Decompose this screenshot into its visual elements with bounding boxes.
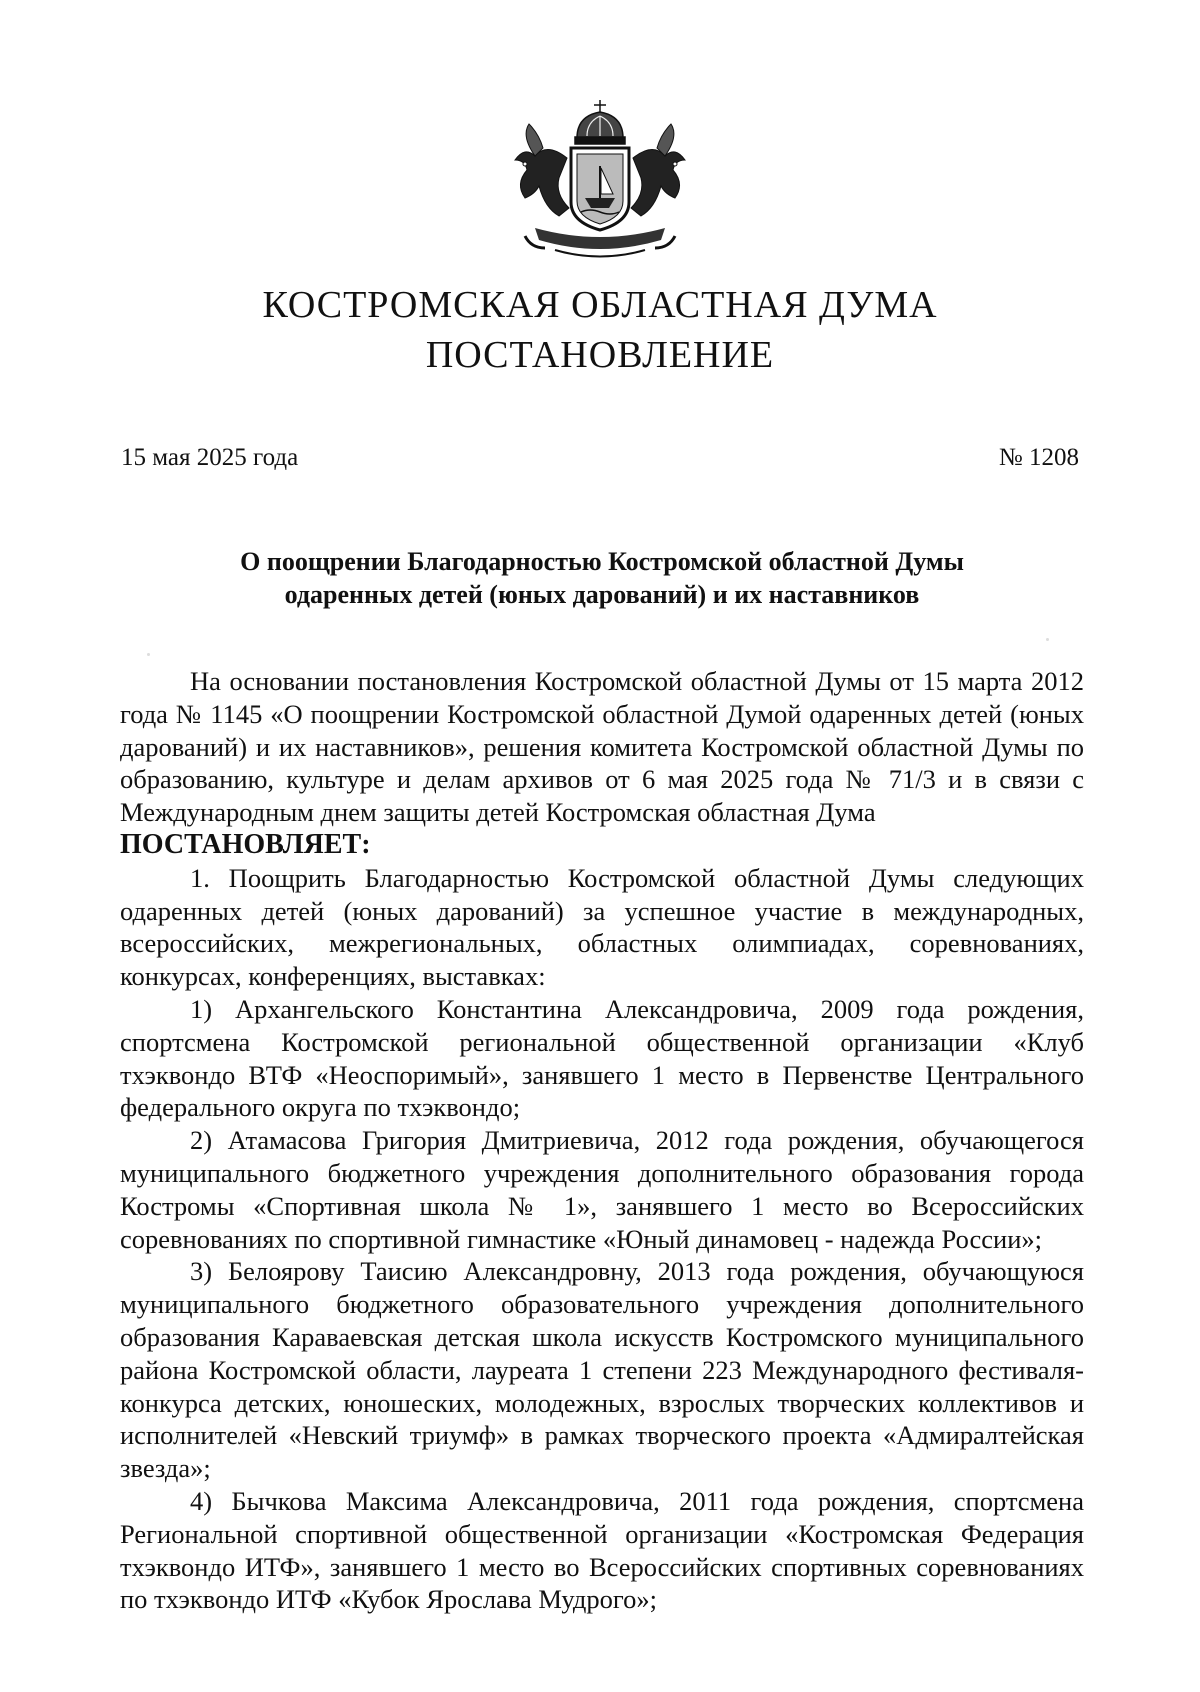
sub-item-4-paragraph: 4) Бычкова Максима Александровича, 2011 года рождения, спортсмена Региональной спортивной общественной организации «Костромская Федерация тхэквондо ИТФ», занявшего 1 место во Всероссийских спортивных соревнованиях по тхэквондо ИТФ «Кубок Ярослава Мудрого»; (120, 1485, 1084, 1615)
document-body (120, 665, 1084, 1616)
shield-icon (571, 148, 629, 230)
document-date: 15 мая 2025 года (121, 444, 299, 471)
crown-icon (575, 100, 625, 144)
base-ribbon-icon (525, 228, 675, 257)
preamble-paragraph: На основании постановления Костромской областной Думы от 15 марта 2012 года № 1145 «О поощрении Костромской областной Думой одаренных детей (юных дарований) и их наставников», решения комитета Костромской областной Думы по образованию, культуре и делам архивов от 6 мая 2025 года № 71/3 и в связи с Международным днем защиты детей Костромская областная Дума (120, 666, 1084, 828)
document-number: № 1208 (998, 444, 1079, 471)
title-line-1: О поощрении Благодарностью Костромской областной Думы (240, 547, 964, 576)
item-1-paragraph: 1. Поощрить Благодарностью Костромской областной Думы следующих одаренных детей (юных дарований) за успешное участие в международных, всероссийских, межрегиональных, областных олимпиадах, соревнованиях, конкурсах, конференциях, выставках: (120, 862, 1084, 992)
sub-item-1-paragraph: 1) Архангельского Константина Александровича, 2009 года рождения, спортсмена Костромской региональной общественной организации «Клуб тхэквондо ВТФ «Неоспоримый», занявшего 1 место в Первенстве Центрального федерального округа по тхэквондо; (120, 993, 1084, 1123)
left-supporter-icon (515, 124, 569, 216)
title-line-2: одаренных детей (юных дарований) и их наставников (284, 580, 920, 609)
organization-heading: КОСТРОМСКАЯ ОБЛАСТНАЯ ДУМА (262, 284, 938, 326)
right-supporter-icon (631, 124, 685, 216)
coat-of-arms-emblem (495, 98, 705, 263)
decree-word: ПОСТАНОВЛЯЕТ: (120, 828, 371, 860)
sub-item-2-paragraph: 2) Атамасова Григория Дмитриевича, 2012 года рождения, обучающегося муниципального бюджетного учреждения дополнительного образования города Костромы «Спортивная школа № 1», занявшего 1 место во Всероссийских соревнованиях по спортивной гимнастике «Юный динамовец - надежда России»; (120, 1125, 1084, 1254)
document-type-heading: ПОСТАНОВЛЕНИЕ (425, 334, 775, 376)
scan-speck (147, 653, 150, 656)
scan-speck (1046, 638, 1049, 641)
sub-item-3-paragraph: 3) Белоярову Таисию Александровну, 2013 года рождения, обучающуюся муниципального бюджетного образовательного учреждения дополнительного образования Караваевская детская школа искусств Костромского муниципального района Костромской области, лауреата 1 степени 223 Международного фестиваля-конкурса детских, юношеских, молодежных, взрослых творческих коллективов и исполнителей «Невский триумф» в рамках творческого проекта «Адмиралтейская звезда»; (120, 1256, 1084, 1484)
document-title (120, 545, 1084, 611)
